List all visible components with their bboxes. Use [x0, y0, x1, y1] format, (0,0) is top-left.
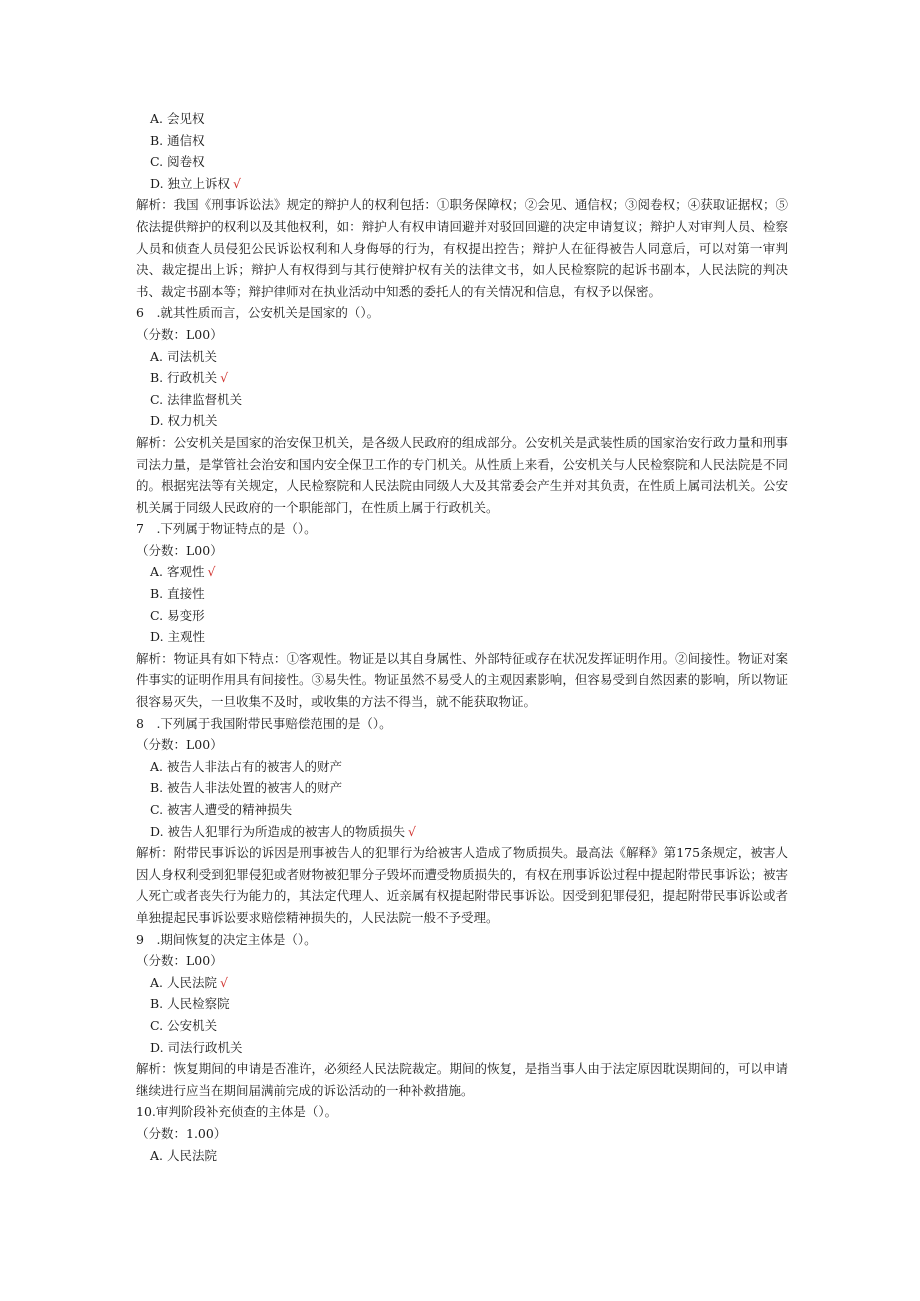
question-score: （分数：L00）	[136, 542, 223, 558]
option-b: B. 行政机关 √	[150, 370, 229, 386]
option-c: C. 阅卷权	[150, 154, 205, 170]
option-a: A. 人民法院	[150, 1147, 217, 1163]
question-block-9	[136, 929, 788, 1102]
question-block-6	[136, 302, 788, 518]
question-block-10	[136, 1101, 788, 1166]
option-d: D. 权力机关	[150, 413, 218, 429]
option-d: D. 司法行政机关	[150, 1039, 243, 1055]
option-a: A. 被告人非法占有的被害人的财产	[150, 758, 342, 774]
correct-check-icon: √	[408, 823, 416, 839]
option-d: D. 主观性	[150, 629, 206, 645]
question-score: （分数：L00）	[136, 737, 223, 753]
question-text: 8 .下列属于我国附带民事赔偿范围的是（）。	[136, 715, 392, 731]
option-a: A. 会见权	[150, 111, 205, 126]
explanation: 解析：物证具有如下特点：①客观性。物证是以其自身属性、外部特征或存在状况发挥证明作用。②间接性。物证对案件事实的证明作用具有间接性。③易失性。物证虽然不易受人的主观因素影响，但容易受到自然因素的影响，所以物证很容易灭失，一旦收集不及时，或收集的方法不得当，就不能获取物证。	[136, 650, 788, 710]
option-b: B. 通信权	[150, 132, 205, 148]
question-text: 6 .就其性质而言，公安机关是国家的（）。	[136, 305, 380, 321]
option-c: C. 法律监督机关	[150, 391, 243, 407]
explanation: 解析：恢复期间的申请是否准许，必须经人民法院裁定。期间的恢复，是指当事人由于法定原因耽误期间的，可以申请继续进行应当在期间届满前完成的诉讼活动的一种补救措施。	[136, 1061, 788, 1098]
explanation: 解析：我国《刑事诉讼法》规定的辩护人的权利包括：①职务保障权；②会见、通信权；③阅卷权；④获取证据权；⑤依法提供辩护的权利以及其他权利，如：辩护人有权申请回避并对驳回回避的决定申请复议；辩护人对审判人员、检察人员和侦查人员侵犯公民诉讼权利和人身侮辱的行为，有权提出控告；辩护人在征得被告人同意后，可以对第一审判决、裁定提出上诉；辩护人有权得到与其行使辩护权有关的法律文书，如人民检察院的起诉书副本，人民法院的判决书、裁定书副本等；辩护律师对在执业活动中知悉的委托人的有关情况和信息，有权予以保密。	[136, 197, 788, 299]
question-text: 9 .期间恢复的决定主体是（）。	[136, 931, 317, 947]
option-a: A. 人民法院 √	[150, 974, 228, 990]
option-b: B. 人民检察院	[150, 996, 230, 1012]
question-block-8	[136, 713, 788, 929]
option-a: A. 客观性 √	[150, 564, 216, 580]
option-c: C. 公安机关	[150, 1017, 218, 1033]
option-c: C. 易变形	[150, 607, 205, 623]
correct-check-icon: √	[219, 974, 228, 990]
correct-check-icon: √	[233, 175, 241, 191]
option-c: C. 被害人遭受的精神损失	[150, 802, 293, 817]
question-score: （分数：1.00）	[136, 1125, 227, 1141]
option-b: B. 被告人非法处置的被害人的财产	[150, 780, 343, 796]
question-block-5	[136, 108, 788, 302]
explanation: 解析：附带民事诉讼的诉因是刑事被告人的犯罪行为给被害人造成了物质损失。最高法《解释》第175条规定，被害人因人身权利受到犯罪侵犯或者财物被犯罪分子毁坏而遭受物质损失的，有权在刑事诉讼过程中提起附带民事诉讼；被害人死亡或者丧失行为能力的，其法定代理人、近亲属有权提起附带民事诉讼。因受到犯罪侵犯，提起附带民事诉讼或者单独提起民事诉讼要求赔偿精神损失的，人民法院一般不予受理。	[136, 845, 788, 925]
question-score: （分数：L00）	[136, 326, 223, 342]
option-d: D. 独立上诉权 √	[150, 175, 241, 191]
correct-check-icon: √	[207, 564, 216, 580]
option-d: D. 被告人犯罪行为所造成的被害人的物质损失 √	[150, 823, 416, 839]
explanation: 解析：公安机关是国家的治安保卫机关，是各级人民政府的组成部分。公安机关是武装性质的国家治安行政力量和刑事司法力量，是掌管社会治安和国内安全保卫工作的专门机关。从性质上来看，公安机关与人民检察院和人民法院是不同的。根据宪法等有关规定，人民检察院和人民法院由同级人大及其常委会产生并对其负责，在性质上属司法机关。公安机关属于同级人民政府的一个职能部门，在性质上属于行政机关。	[136, 434, 788, 515]
question-text: 10.审判阶段补充侦查的主体是（）。	[136, 1104, 338, 1120]
question-score: （分数：L00）	[136, 953, 223, 969]
question-text: 7 .下列属于物证特点的是（）。	[136, 521, 317, 537]
option-a: A. 司法机关	[150, 348, 217, 364]
option-b: B. 直接性	[150, 586, 205, 602]
correct-check-icon: √	[220, 370, 229, 386]
question-block-7	[136, 518, 788, 712]
